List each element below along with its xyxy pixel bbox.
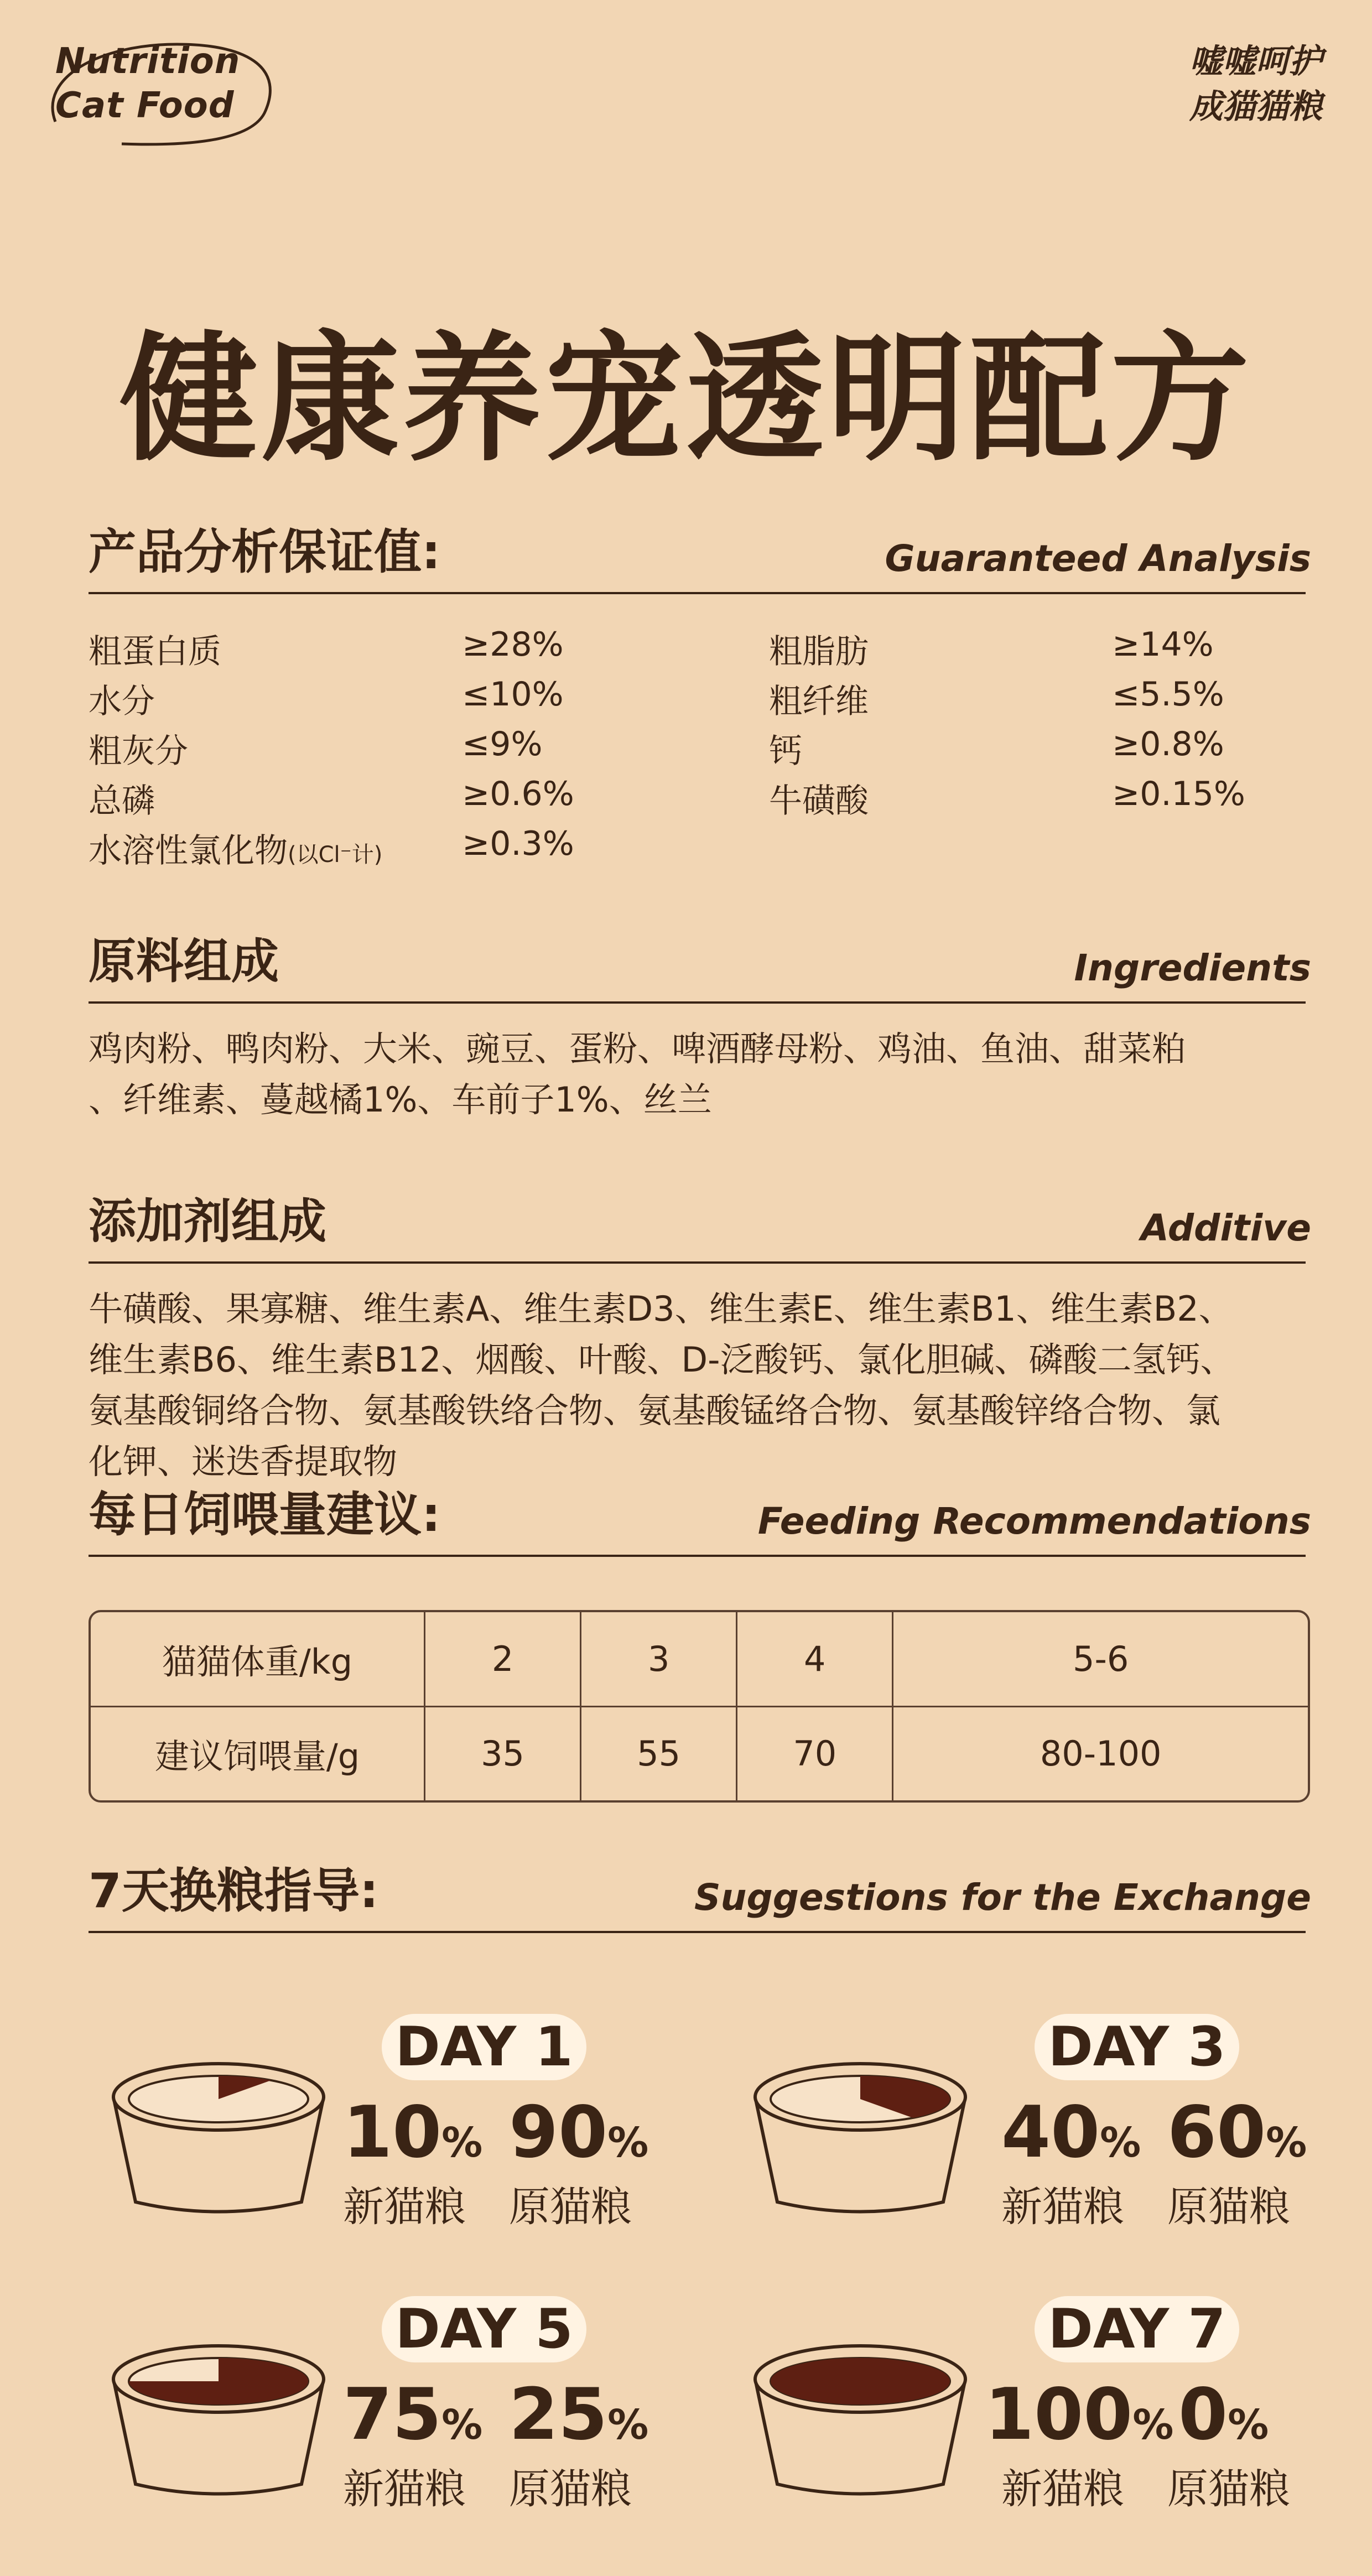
additive-title-en: Additive (1140, 1207, 1311, 1249)
brand-line-1: Nutrition (55, 41, 241, 82)
analysis-right-name-0: 粗脂肪 (769, 632, 869, 671)
additive-header (89, 1194, 1311, 1264)
analysis-extra-value: ≥0.3% (462, 824, 574, 863)
old-food-label: 原猫粮 (509, 2183, 632, 2231)
feeding-header (89, 1487, 1311, 1557)
additive-line-1: 牛磺酸、果寡糖、维生素A、维生素D3、维生素E、维生素B1、维生素B2、 (89, 1289, 1233, 1329)
ingredients-line-2: 、纤维素、蔓越橘1%、车前子1%、丝兰 (89, 1079, 712, 1120)
table-cell: 猫猫体重/kg (91, 1612, 425, 1706)
new-percent: 10% (343, 2091, 483, 2174)
exchange-title-cn: 7天换粮指导: (89, 1863, 379, 1919)
table-cell: 5-6 (893, 1612, 1308, 1706)
exchange-title-en: Suggestions for the Exchange (694, 1876, 1311, 1919)
analysis-right-name-3: 牛磺酸 (769, 782, 869, 820)
old-percent: 60% (1167, 2091, 1307, 2174)
day-label: DAY 5 (382, 2296, 586, 2362)
day-block-1 (89, 2014, 664, 2257)
old-percent: 0% (1178, 2374, 1269, 2456)
additive-line-3: 氨基酸铜络合物、氨基酸铁络合物、氨基酸锰络合物、氨基酸锌络合物、氯 (89, 1390, 1221, 1431)
day-block-7 (741, 2296, 1317, 2539)
table-row (91, 1612, 1308, 1706)
analysis-title-cn: 产品分析保证值: (89, 524, 441, 580)
table-cell: 3 (581, 1612, 737, 1706)
tagline-line-2: 成猫猫粮 (1189, 87, 1322, 126)
old-food-label: 原猫粮 (1167, 2465, 1290, 2513)
table-cell: 70 (737, 1706, 893, 1800)
analysis-extra-name: 水溶性氯化物 (89, 832, 288, 870)
feeding-title-en: Feeding Recommendations (757, 1500, 1311, 1543)
table-cell: 35 (425, 1706, 581, 1800)
analysis-left-value-0: ≥28% (462, 625, 564, 664)
ingredients-title-cn: 原料组成 (89, 934, 279, 989)
analysis-header (89, 524, 1311, 594)
bowl-icon (741, 2335, 979, 2501)
analysis-extra-note: (以Cl⁻计) (288, 842, 383, 868)
ingredients-title-en: Ingredients (1074, 947, 1311, 989)
table-cell: 2 (425, 1612, 581, 1706)
table-cell: 建议饲喂量/g (91, 1706, 425, 1800)
new-food-label: 新猫粮 (343, 2183, 466, 2231)
analysis-right-value-2: ≥0.8% (1112, 725, 1224, 764)
bowl-icon (100, 2053, 337, 2219)
day-label: DAY 7 (1035, 2296, 1239, 2362)
analysis-left-name-0: 粗蛋白质 (89, 632, 221, 671)
bowl-food (771, 2358, 950, 2404)
day-block-5 (89, 2296, 664, 2539)
tagline-line-1: 嘘嘘呵护 (1189, 42, 1322, 81)
analysis-left-name-3: 总磷 (89, 782, 155, 820)
analysis-left-value-1: ≤10% (462, 675, 564, 714)
ingredients-text (89, 1024, 1317, 1125)
old-percent: 25% (509, 2374, 649, 2456)
table-cell: 4 (737, 1612, 893, 1706)
old-food-label: 原猫粮 (1167, 2183, 1290, 2231)
analysis-extra-row (89, 824, 382, 872)
table-cell: 80-100 (893, 1706, 1308, 1800)
analysis-right-value-3: ≥0.15% (1112, 775, 1245, 813)
ingredients-line-1: 鸡肉粉、鸭肉粉、大米、豌豆、蛋粉、啤酒酵母粉、鸡油、鱼油、甜菜粕 (89, 1029, 1187, 1069)
new-food-label: 新猫粮 (343, 2465, 466, 2513)
day-label: DAY 1 (382, 2014, 586, 2080)
analysis-right-value-1: ≤5.5% (1112, 675, 1224, 714)
feeding-table (89, 1610, 1310, 1803)
bowl-icon (741, 2053, 979, 2219)
table-cell: 55 (581, 1706, 737, 1800)
old-food-label: 原猫粮 (509, 2465, 632, 2513)
page-title: 健康养宠透明配方 (119, 319, 1253, 480)
analysis-right-name-1: 粗纤维 (769, 682, 869, 721)
analysis-left-name-1: 水分 (89, 682, 155, 721)
analysis-right-name-2: 钙 (769, 732, 802, 771)
additive-title-cn: 添加剂组成 (89, 1194, 326, 1249)
day-label: DAY 3 (1035, 2014, 1239, 2080)
new-percent: 75% (343, 2374, 483, 2456)
old-percent: 90% (509, 2091, 649, 2174)
additive-line-4: 化钾、迷迭香提取物 (89, 1441, 398, 1482)
table-row (91, 1706, 1308, 1800)
ingredients-header (89, 934, 1311, 1004)
analysis-left-name-2: 粗灰分 (89, 732, 188, 771)
new-percent: 100% (985, 2374, 1174, 2456)
new-food-label: 新猫粮 (1001, 2183, 1124, 2231)
analysis-left-value-3: ≥0.6% (462, 775, 574, 813)
analysis-title-en: Guaranteed Analysis (885, 537, 1311, 580)
feeding-title-cn: 每日饲喂量建议: (89, 1487, 441, 1543)
additive-line-2: 维生素B6、维生素B12、烟酸、叶酸、D-泛酸钙、氯化胆碱、磷酸二氢钙、 (89, 1339, 1235, 1380)
additive-text (89, 1284, 1317, 1487)
brand-line-2: Cat Food (55, 85, 235, 126)
new-percent: 40% (1001, 2091, 1141, 2174)
brand-logo (33, 28, 277, 149)
analysis-left-value-2: ≤9% (462, 725, 543, 764)
day-block-3 (741, 2014, 1317, 2257)
new-food-label: 新猫粮 (1001, 2465, 1124, 2513)
tagline (1189, 39, 1322, 129)
exchange-header (89, 1863, 1311, 1933)
analysis-right-value-0: ≥14% (1112, 625, 1214, 664)
bowl-icon (100, 2335, 337, 2501)
